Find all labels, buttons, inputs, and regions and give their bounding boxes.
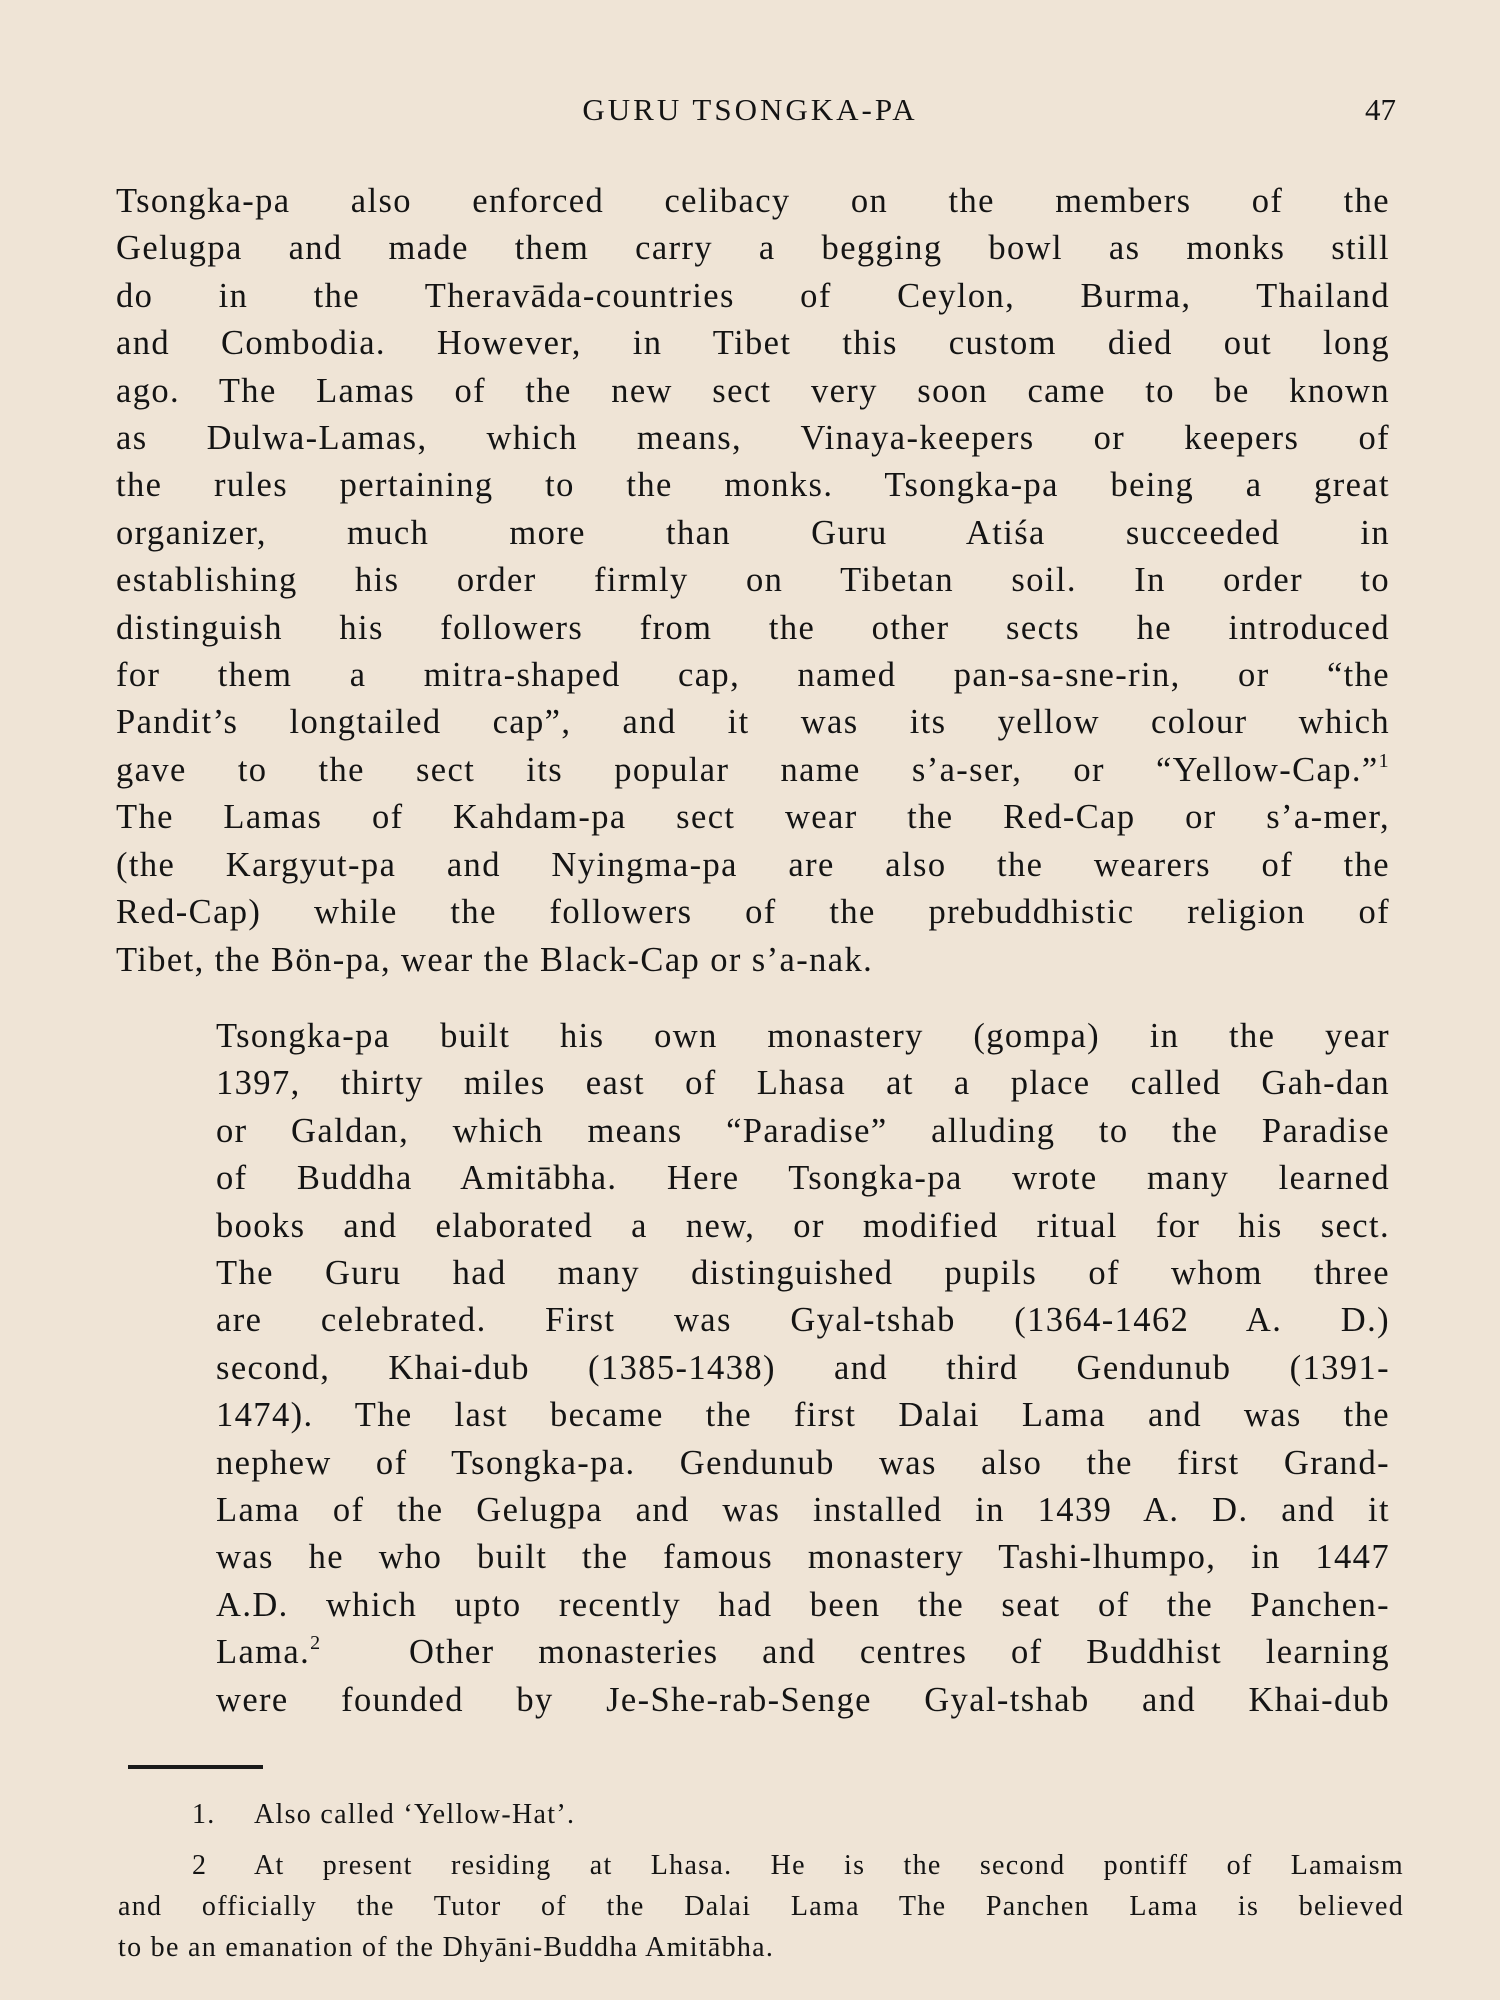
text-line: do in the Theravāda-countries of Ceylon, Burma, Thailand — [116, 276, 1390, 315]
text-line: 1397, thirty miles east of Lhasa at a place called Gah-dan — [216, 1064, 1390, 1103]
paragraph-1 — [116, 178, 1390, 984]
text-line: was he who built the famous monastery Tashi-lhumpo, in 1447 — [216, 1538, 1390, 1577]
text-line: The Guru had many distinguished pupils of whom three — [216, 1253, 1390, 1292]
text-line: the rules pertaining to the monks. Tsongka-pa being a great — [116, 466, 1390, 505]
text-line: (the Kargyut-pa and Nyingma-pa are also the wearers of the — [116, 845, 1390, 884]
text-line: or Galdan, which means “Paradise” alluding to the Paradise — [216, 1111, 1390, 1150]
text-line — [116, 1629, 1390, 1676]
text-line: distinguish his followers from the other sects he introduced — [116, 608, 1390, 647]
text-line: Red-Cap) while the followers of the prebuddhistic religion of — [116, 893, 1390, 932]
text-line: second, Khai-dub (1385-1438) and third Gendunub (1391- — [216, 1348, 1390, 1387]
footnote-text: At present residing at Lhasa. He is the second pontiff of Lamaism — [254, 1850, 1404, 1881]
text-line: Tibet, the Bön-pa, wear the Black-Cap or s’a-nak. — [116, 940, 874, 979]
text-line: are celebrated. First was Gyal-tshab (1364-1462 A. D.) — [216, 1301, 1390, 1340]
body-text — [116, 178, 1390, 1724]
text-line: Tsongka-pa also enforced celibacy on the members of the — [116, 182, 1390, 220]
text-line: Pandit’s longtailed cap”, and it was its yellow colour which — [116, 703, 1390, 742]
paragraph-2 — [116, 1013, 1390, 1724]
text-line: nephew of Tsongka-pa. Gendunub was also the first Grand- — [216, 1443, 1390, 1482]
running-title: GURU TSONGKA-PA — [582, 92, 918, 127]
footnote-line: to be an emanation of the Dhyāni-Buddha Amitābha. — [118, 1932, 775, 1963]
text-line: establishing his order firmly on Tibetan soil. In order to — [116, 561, 1390, 600]
running-head — [0, 92, 1500, 138]
page-number: 47 — [1365, 92, 1396, 127]
footnote-line: and officially the Tutor of the Dalai Lama The Panchen Lama is believed — [118, 1891, 1404, 1922]
text-line — [116, 747, 1390, 794]
text-line: as Dulwa-Lamas, which means, Vinaya-keepers or keepers of — [116, 419, 1390, 458]
text-line: of Buddha Amitābha. Here Tsongka-pa wrote many learned — [216, 1159, 1390, 1198]
text-line-content: Other monasteries and centres of Buddhist learning — [408, 1633, 1390, 1672]
text-line: The Lamas of Kahdam-pa sect wear the Red-Cap or s’a-mer, — [116, 798, 1390, 837]
text-line: books and elaborated a new, or modified ritual for his sect. — [216, 1206, 1390, 1245]
text-line: Lama of the Gelugpa and was installed in 1439 A. D. and it — [216, 1490, 1390, 1529]
footnote-number: 2 — [192, 1850, 208, 1881]
text-line: and Combodia. However, in Tibet this custom died out long — [116, 324, 1390, 363]
footnote-text: Also called ‘Yellow-Hat’. — [254, 1799, 576, 1830]
text-line: ago. The Lamas of the new sect very soon came to be known — [116, 371, 1390, 410]
footnote-rule — [128, 1765, 263, 1769]
text-line: Tsongka-pa built his own monastery (gompa) in the year — [216, 1016, 1390, 1055]
footnotes — [118, 1794, 1404, 1968]
footnote-line — [118, 1845, 1404, 1886]
text-line: organizer, much more than Guru Atiśa succeeded in — [116, 513, 1390, 552]
text-line: A.D. which upto recently had been the seat of the Panchen- — [216, 1585, 1390, 1624]
footnote-number: 1. — [192, 1799, 216, 1830]
footnote-ref-1: 1 — [1378, 749, 1390, 772]
footnote-1 — [118, 1794, 1404, 1835]
text-line: for them a mitra-shaped cap, named pan-sa-sne-rin, or “the — [116, 656, 1390, 695]
footnote-ref-2: 2 — [310, 1632, 322, 1655]
footnote-2 — [118, 1845, 1404, 1968]
text-line: 1474). The last became the first Dalai Lama and was the — [216, 1396, 1390, 1435]
text-line: were founded by Je-She-rab-Senge Gyal-tshab and Khai-dub — [216, 1680, 1390, 1719]
text-line: Gelugpa and made them carry a begging bowl as monks still — [116, 229, 1390, 268]
text-line-content: gave to the sect its popular name s’a-ser, or “Yellow-Cap.” — [116, 750, 1379, 789]
text-line-content: Lama. — [216, 1633, 311, 1672]
